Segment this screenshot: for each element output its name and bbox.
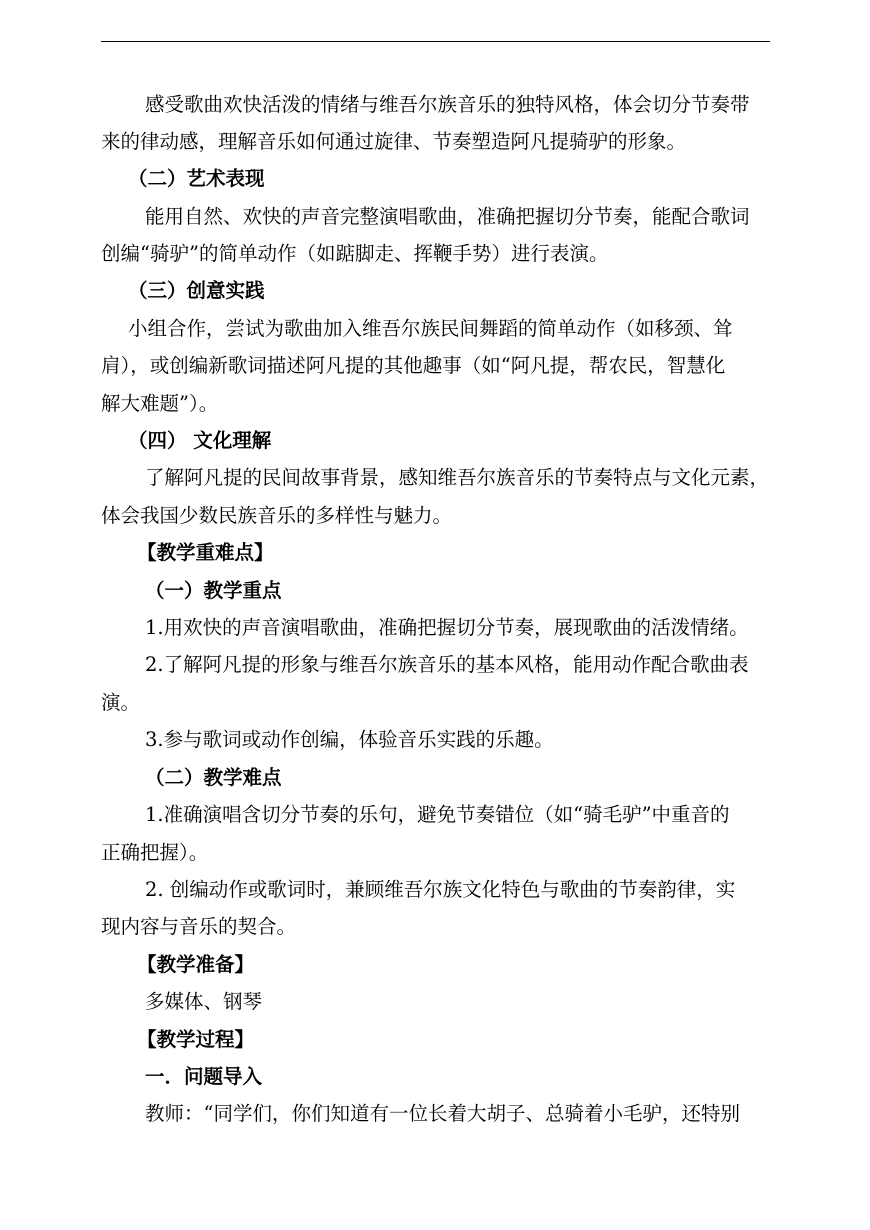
paragraph-line: 解大难题”）。 (101, 392, 219, 415)
paragraph-line: 现内容与音乐的契合。 (101, 915, 297, 938)
paragraph-line: 感受歌曲欢快活泼的情绪与维吾尔族音乐的独特风格，体会切分节奏带 (145, 93, 750, 116)
section-heading: （三）创意实践 (128, 279, 265, 302)
header-rule (101, 41, 770, 42)
paragraph-line: 教师：“同学们，你们知道有一位长着大胡子、总骑着小毛驴，还特别 (145, 1102, 740, 1125)
subsection-heading: （一）教学重点 (145, 579, 282, 602)
list-item: 2. 创编动作或歌词时，兼顾维吾尔族文化特色与歌曲的节奏韵律，实 (145, 878, 736, 901)
paragraph-line: 创编“骑驴”的简单动作（如踮脚走、挥鞭手势）进行表演。 (101, 242, 609, 265)
paragraph-line: 体会我国少数民族音乐的多样性与魅力。 (101, 504, 453, 527)
section-heading: （四） 文化理解 (128, 429, 272, 452)
list-item: 1.用欢快的声音演唱歌曲，准确把握切分节奏，展现歌曲的活泼情绪。 (145, 616, 749, 639)
list-item: 1.准确演唱含切分节奏的乐句，避免节奏错位（如“骑毛驴”中重音的 (145, 803, 730, 826)
section-heading: 【教学重难点】 (137, 541, 274, 564)
section-heading: 【教学准备】 (137, 953, 255, 976)
subsection-heading: 一．问题导入 (145, 1065, 263, 1088)
list-item: 2.了解阿凡提的形象与维吾尔族音乐的基本风格，能用动作配合歌曲表 (145, 653, 749, 676)
paragraph-line: 了解阿凡提的民间故事背景，感知维吾尔族音乐的节奏特点与文化元素， (145, 466, 770, 489)
paragraph-line: 演。 (101, 691, 141, 714)
paragraph-line: 来的律动感，理解音乐如何通过旋律、节奏塑造阿凡提骑驴的形象。 (101, 130, 687, 153)
paragraph-line: 肩），或创编新歌词描述阿凡提的其他趣事（如“阿凡提，帮农民，智慧化 (101, 354, 726, 377)
paragraph-line: 小组合作，尝试为歌曲加入维吾尔族民间舞蹈的简单动作（如移颈、耸 (128, 317, 733, 340)
section-heading: 【教学过程】 (137, 1028, 255, 1051)
paragraph-line: 能用自然、欢快的声音完整演唱歌曲，准确把握切分节奏，能配合歌词 (145, 205, 750, 228)
list-item: 3.参与歌词或动作创编，体验音乐实践的乐趣。 (145, 728, 554, 751)
paragraph-line: 正确把握）。 (101, 841, 209, 864)
section-heading: （二）艺术表现 (128, 167, 265, 190)
subsection-heading: （二）教学难点 (145, 766, 282, 789)
paragraph-line: 多媒体、钢琴 (145, 990, 263, 1013)
